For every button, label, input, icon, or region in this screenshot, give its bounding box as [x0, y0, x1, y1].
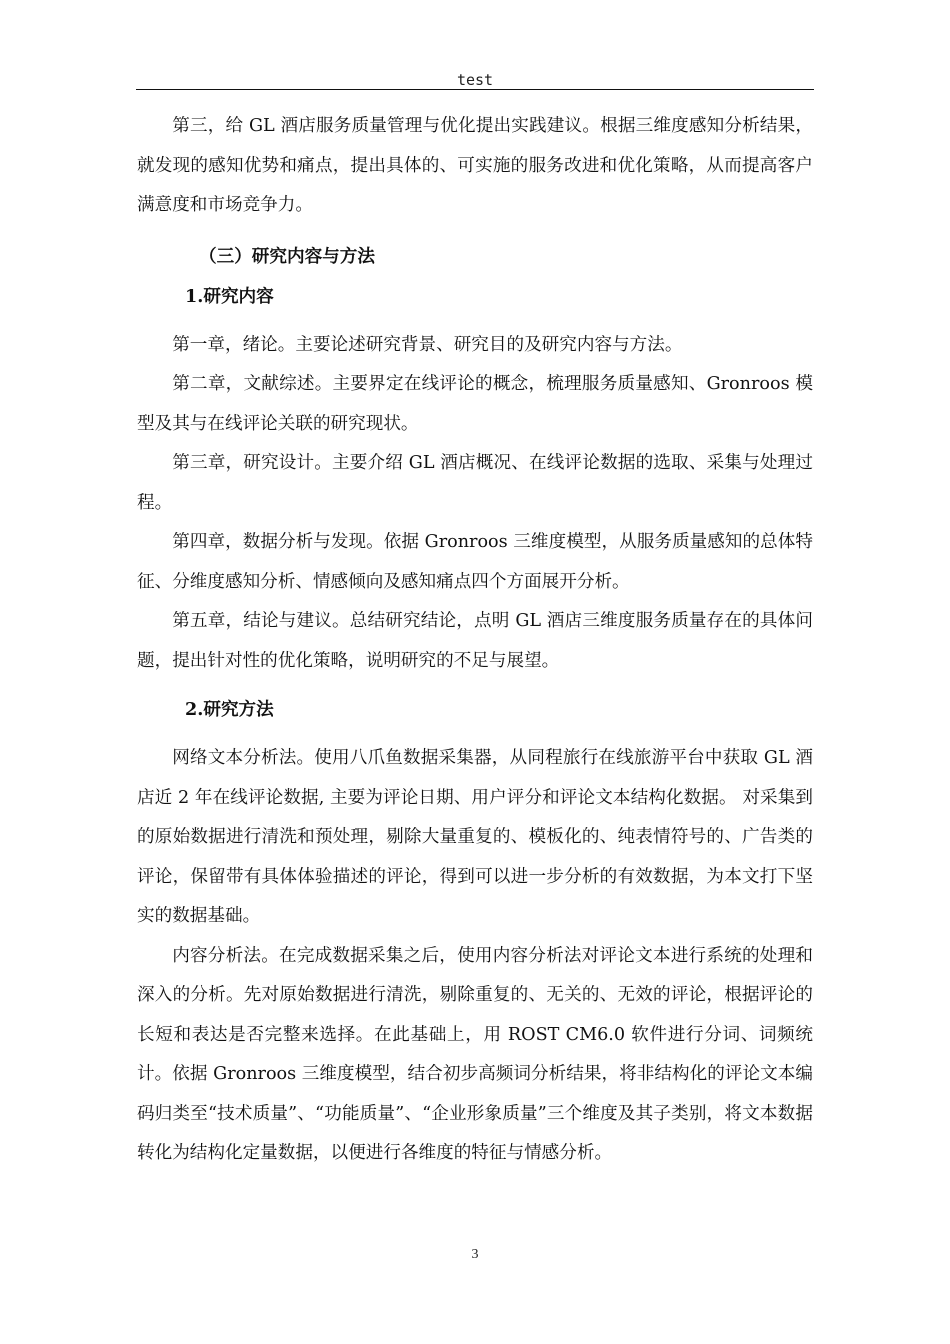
chapter-paragraph-3: 第三章，研究设计。主要介绍 GL 酒店概况、在线评论数据的选取、采集与处理过程。	[137, 453, 813, 513]
chapter-paragraph-4: 第四章，数据分析与发现。依据 Gronroos 三维度模型，从服务质量感知的总体特征、分维度感知分析、情感倾向及感知痛点四个方面展开分析。	[137, 532, 813, 592]
page-number: 3	[471, 1247, 479, 1262]
page-body	[137, 107, 813, 1174]
subsection-heading-content: 1.研究内容	[185, 285, 274, 307]
chapter-paragraph-5: 第五章，结论与建议。总结研究结论，点明 GL 酒店三维度服务质量存在的具体问题，提出针对性的优化策略，说明研究的不足与展望。	[137, 611, 813, 671]
chapter-paragraph-1: 第一章，绪论。主要论述研究背景、研究目的及研究内容与方法。	[172, 334, 683, 355]
section-heading: （三）研究内容与方法	[199, 245, 375, 267]
chapter-paragraph-2: 第二章，文献综述。主要界定在线评论的概念，梳理服务质量感知、Gronroos 模型及其与在线评论关联的研究现状。	[137, 374, 813, 434]
subsection-heading-methods: 2.研究方法	[185, 699, 274, 720]
method-paragraph-1: 网络文本分析法。使用八爪鱼数据采集器，从同程旅行在线旅游平台中获取 GL 酒店近 2 年在线评论数据, 主要为评论日期、用户评分和评论文本结构化数据。 对采集到的原始数据进行清洗和预处理，剔除大量重复的、模板化的、纯表情符号的、广告类的评论，保留带有具体体验描述的评论，得到可以进一步分析的有效数据，为本文打下坚实的数据基础。	[137, 748, 813, 926]
page-header: test	[456, 71, 494, 89]
header-divider	[136, 89, 814, 90]
intro-paragraph: 第三，给 GL 酒店服务质量管理与优化提出实践建议。根据三维度感知分析结果，就发现的感知优势和痛点，提出具体的、可实施的服务改进和优化策略，从而提高客户满意度和市场竞争力。	[137, 116, 813, 215]
method-paragraph-2: 内容分析法。在完成数据采集之后，使用内容分析法对评论文本进行系统的处理和深入的分析。先对原始数据进行清洗，剔除重复的、无关的、无效的评论，根据评论的长短和表达是否完整来选择。在此基础上，用 ROST CM6.0 软件进行分词、词频统计。依据 Gronroos 三维度模型，结合初步高频词分析结果，将非结构化的评论文本编码归类至“技术质量”、“功能质量”、“企业形象质量”三个维度及其子类别，将文本数据转化为结构化定量数据，以便进行各维度的特征与情感分析。	[137, 945, 813, 1163]
